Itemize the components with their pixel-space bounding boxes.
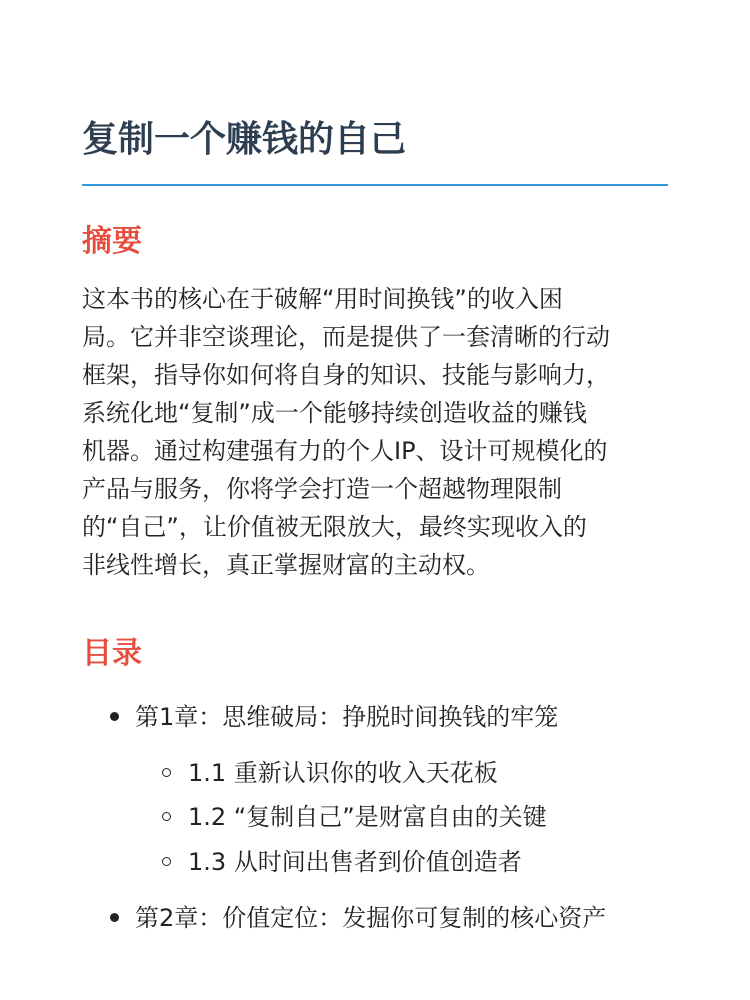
toc-chapter-2[interactable] xyxy=(110,901,606,935)
toc-chapter-1[interactable] xyxy=(110,700,558,734)
page-title: 复制一个赚钱的自己 xyxy=(82,119,407,160)
toc-section-label: 1.1 重新认识你的收入天花板 xyxy=(188,759,498,787)
bullet-disc-icon xyxy=(110,712,119,721)
bullet-circle-icon xyxy=(162,812,171,821)
bullet-circle-icon xyxy=(162,857,171,866)
toc-section-1-3[interactable] xyxy=(162,845,522,879)
summary-line: 机器。通过构建强有力的个人IP、设计可规模化的 xyxy=(82,437,608,465)
summary-line: 局。它并非空谈理论，而是提供了一套清晰的行动 xyxy=(82,323,610,351)
summary-paragraph xyxy=(82,280,674,584)
toc-section-label: 1.3 从时间出售者到价值创造者 xyxy=(188,848,522,876)
summary-line: 这本书的核心在于破解“用时间换钱”的收入困 xyxy=(82,285,563,313)
toc-section-label: 1.2 “复制自己”是财富自由的关键 xyxy=(188,803,547,831)
summary-heading: 摘要 xyxy=(82,224,142,259)
bullet-disc-icon xyxy=(110,913,119,922)
toc-section-1-2[interactable] xyxy=(162,800,547,834)
toc-chapter-label: 第1章：思维破局：挣脱时间换钱的牢笼 xyxy=(135,703,559,731)
toc-heading: 目录 xyxy=(82,636,142,671)
summary-line: 产品与服务，你将学会打造一个超越物理限制 xyxy=(82,475,562,503)
bullet-circle-icon xyxy=(162,768,171,777)
summary-line: 的“自己”，让价值被无限放大，最终实现收入的 xyxy=(82,513,587,541)
title-divider xyxy=(82,184,668,186)
toc-chapter-label: 第2章：价值定位：发掘你可复制的核心资产 xyxy=(135,904,607,932)
summary-line: 非线性增长，真正掌握财富的主动权。 xyxy=(82,551,490,579)
summary-line: 框架，指导你如何将自身的知识、技能与影响力， xyxy=(82,361,610,389)
summary-line: 系统化地“复制”成一个能够持续创造收益的赚钱 xyxy=(82,399,587,427)
toc-section-1-1[interactable] xyxy=(162,756,498,790)
